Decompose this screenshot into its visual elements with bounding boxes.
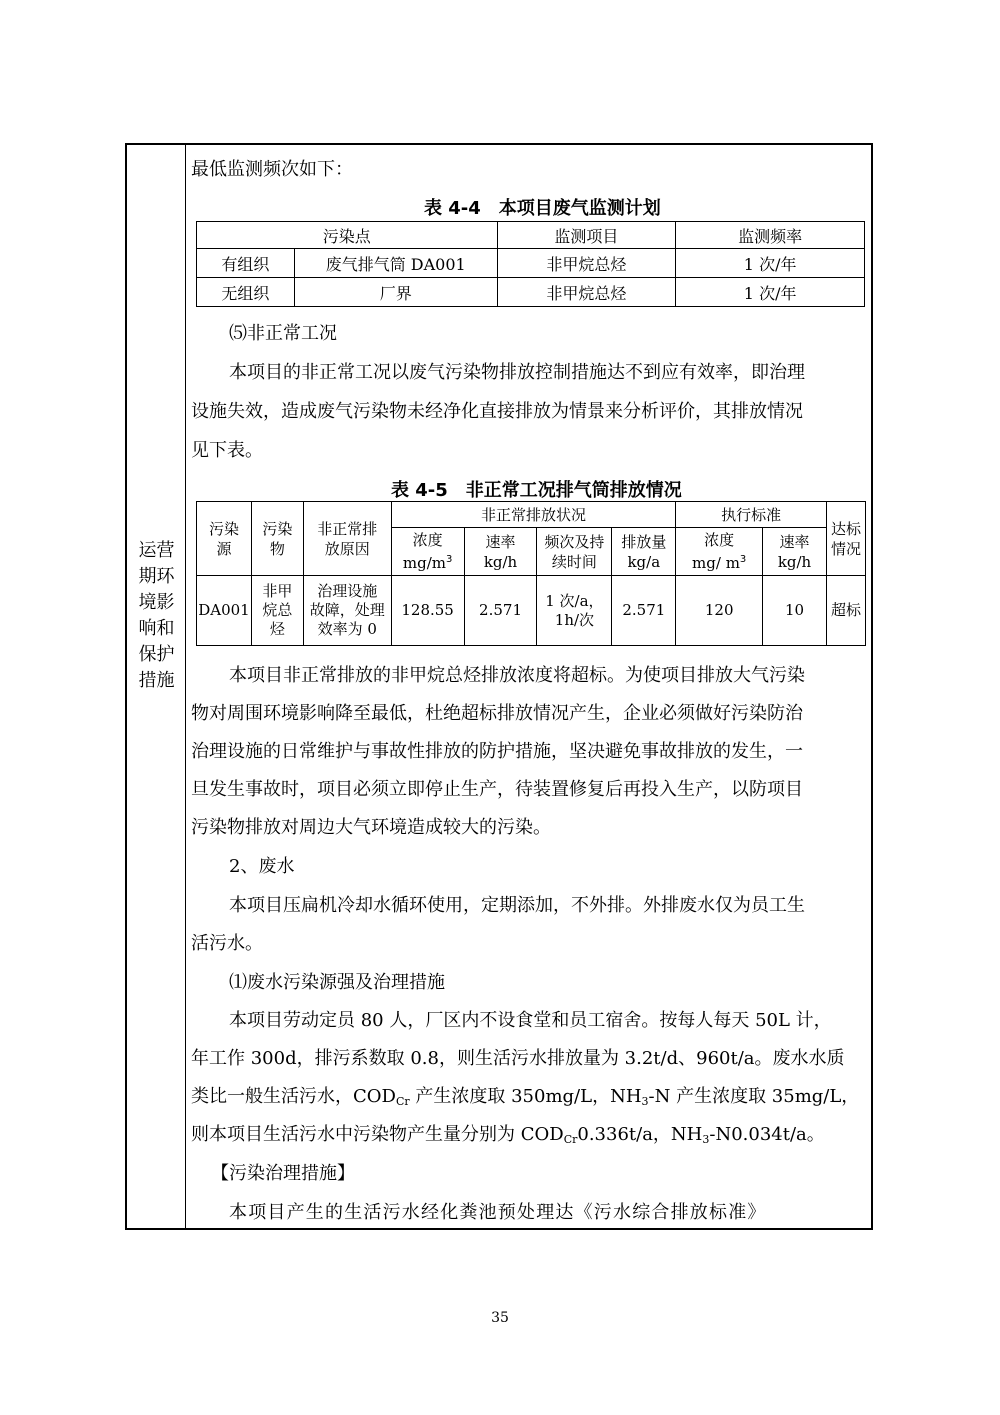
th-pollution-point: 污染点 [197, 222, 498, 249]
th-rate [464, 528, 537, 576]
th-text: 续时间 [551, 552, 597, 571]
para-line: 治理设施的日常维护与事故性排放的防护措施，坚决避免事故排放的发生，一 [191, 741, 803, 762]
th-reason [303, 502, 391, 576]
th-unit: mg/m [402, 554, 446, 572]
th-amount [612, 528, 676, 576]
cell-std-rate: 10 [763, 576, 827, 646]
table-row [197, 576, 866, 646]
th-unit: kg/h [777, 552, 812, 571]
para-line: 本项目的非正常工况以废气污染物排放控制措施达不到应有效率，即治理 [229, 362, 805, 383]
section2-title: 2、废水 [229, 856, 295, 877]
th-compliance [826, 502, 865, 576]
text-run: 产生浓度取 350mg/L，NH [409, 1086, 642, 1107]
cell: 非甲烷总烃 [497, 249, 676, 278]
subscript: Cr [563, 1133, 578, 1146]
cell: 无组织 [197, 278, 295, 307]
cell: 1 次/年 [676, 249, 865, 278]
th-text: 速率 [779, 532, 810, 551]
side-label-line: 措施 [138, 670, 175, 691]
cell-text: 非甲 [262, 582, 293, 600]
th-abnormal-status: 非正常排放状况 [391, 502, 676, 528]
cell: 有组织 [197, 249, 295, 278]
th-conc [391, 528, 464, 576]
th-monitor-freq: 监测频率 [676, 222, 865, 249]
table-row [197, 249, 865, 278]
th-text: 速率 [485, 532, 516, 551]
th-pollutant [251, 502, 303, 576]
th-unit: mg/ m [692, 554, 740, 572]
th-text: 达标 [830, 519, 861, 538]
th-text: 污染 [262, 519, 293, 538]
cell-text: 1h/次 [554, 610, 595, 629]
section1-title: ⑴废水污染源强及治理措施 [229, 972, 445, 993]
text-run: -N 产生浓度取 35mg/L， [648, 1086, 860, 1107]
content-frame [125, 143, 873, 1230]
para-line: 见下表。 [191, 440, 263, 461]
cell-text: 效率为 0 [317, 620, 377, 638]
th-text: 情况 [830, 539, 861, 558]
cell-pollutant [251, 576, 303, 646]
th-std-rate [763, 528, 827, 576]
cell-text: 1 次/a， [545, 591, 604, 610]
table-header-row [197, 502, 866, 528]
th-text: 污染 [208, 519, 239, 538]
table2-caption: 表 4-5 非正常工况排气筒排放情况 [391, 480, 682, 501]
th-unit-sup: 3 [445, 554, 453, 565]
side-label-line: 期环 [138, 566, 175, 587]
para-line: 物对周围环境影响降至最低，杜绝超标排放情况产生，企业必须做好污染防治 [191, 703, 803, 724]
monitoring-plan-table [196, 221, 865, 307]
th-standard: 执行标准 [676, 502, 827, 528]
cell: 废气排气筒 DA001 [294, 249, 497, 278]
table-row [197, 278, 865, 307]
section5-title: ⑸非正常工况 [229, 323, 337, 344]
th-text: 源 [216, 539, 232, 558]
th-text: 浓度 [412, 531, 443, 549]
th-text: 物 [269, 539, 285, 558]
text-run: 0.336t/a，NH [577, 1124, 703, 1145]
para-line: 本项目劳动定员 80 人，厂区内不设食堂和员工宿舍。按每人每天 50L 计， [229, 1010, 832, 1031]
cell-rate: 2.571 [464, 576, 537, 646]
side-label-line: 响和 [138, 618, 175, 639]
abnormal-emission-table [196, 501, 866, 646]
para-line: 旦发生事故时，项目必须立即停止生产，待装置修复后再投入生产，以防项目 [191, 779, 803, 800]
para-line: 本项目压扁机冷却水循环使用，定期添加，不外排。外排废水仅为员工生 [229, 895, 805, 916]
cell-conc: 128.55 [391, 576, 464, 646]
side-label-line: 保护 [138, 644, 175, 665]
para-line: 年工作 300d，排污系数取 0.8，则生活污水排放量为 3.2t/d、960t/a。废水水质 [191, 1048, 845, 1069]
side-label-line: 运营 [138, 540, 175, 561]
th-text: 排放量 [621, 532, 667, 551]
table-header-row [197, 222, 865, 249]
cell-source: DA001 [197, 576, 252, 646]
cell-text: 治理设施 [317, 582, 378, 600]
intro-line: 最低监测频次如下： [191, 159, 353, 180]
cell: 厂界 [294, 278, 497, 307]
subscript: 3 [641, 1095, 649, 1108]
para-line: 设施失效，造成废气污染物未经净化直接排放为情景来分析评价，其排放情况 [191, 401, 803, 422]
side-column [127, 145, 186, 1228]
cell-text: 烃 [269, 620, 285, 638]
th-unit: kg/h [483, 552, 518, 571]
text-run: -N0.034t/a。 [709, 1124, 825, 1145]
th-std-conc [676, 528, 763, 576]
cell-amount: 2.571 [612, 576, 676, 646]
para-line: 本项目非正常排放的非甲烷总烃排放浓度将超标。为使项目排放大气污染 [229, 665, 805, 686]
text-run: 则本项目生活污水中污染物产生量分别为 COD [191, 1124, 564, 1145]
cell-reason [303, 576, 391, 646]
text-run: 类比一般生活污水，COD [191, 1086, 396, 1107]
side-label-line: 境影 [138, 592, 175, 613]
cell-freq [537, 576, 612, 646]
cell-std-conc: 120 [676, 576, 763, 646]
th-text: 放原因 [324, 539, 370, 558]
para-line: 活污水。 [191, 933, 263, 954]
para-line: 本项目产生的生活污水经化粪池预处理达《污水综合排放标准》 [229, 1202, 767, 1223]
table1-caption: 表 4-4 本项目废气监测计划 [424, 198, 661, 219]
side-label [127, 538, 186, 694]
page-number: 35 [491, 1310, 509, 1326]
th-text: 频次及持 [544, 532, 605, 551]
th-freq [537, 528, 612, 576]
para-line: 污染物排放对周边大气环境造成较大的污染。 [191, 817, 551, 838]
cell-compliance: 超标 [826, 576, 865, 646]
measures-title: 【污染治理措施】 [211, 1163, 355, 1184]
subscript: 3 [702, 1133, 710, 1146]
para-line [191, 1084, 859, 1115]
th-unit: kg/a [627, 552, 661, 571]
th-monitor-item: 监测项目 [497, 222, 676, 249]
cell-text: 故障，处理 [309, 601, 385, 619]
cell: 非甲烷总烃 [497, 278, 676, 307]
subscript: Cr [395, 1095, 410, 1108]
para-line [191, 1122, 825, 1153]
cell: 1 次/年 [676, 278, 865, 307]
th-text: 浓度 [704, 531, 735, 549]
cell-text: 烷总 [262, 601, 293, 619]
th-unit-sup: 3 [739, 554, 747, 565]
th-text: 非正常排 [317, 519, 378, 538]
th-source [197, 502, 252, 576]
